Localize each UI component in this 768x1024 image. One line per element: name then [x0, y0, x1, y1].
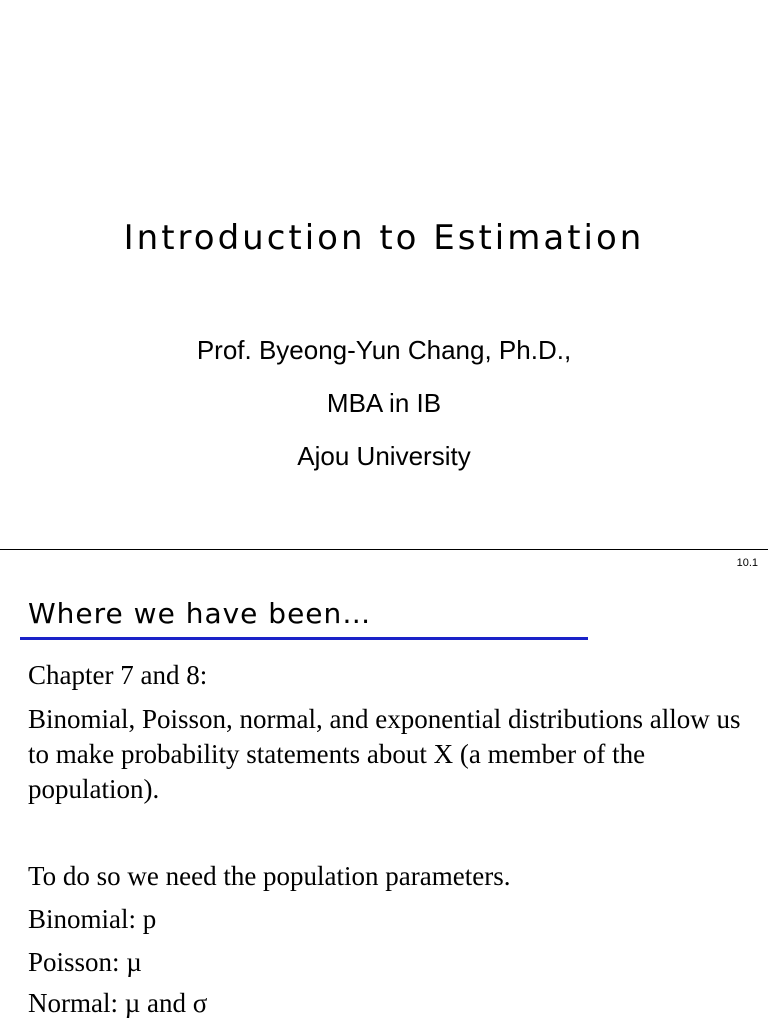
author-name: Prof. Byeong-Yun Chang, Ph.D., [196, 335, 572, 365]
slide-divider [0, 549, 768, 550]
body-line-poisson: Poisson: µ [28, 947, 142, 977]
body-line-chapter: Chapter 7 and 8: [28, 660, 208, 690]
slide-title: Introduction to Estimation [123, 218, 645, 258]
body-line-normal: Normal: µ and σ [28, 988, 208, 1018]
slide-heading: Where we have been… [28, 597, 372, 630]
body-paragraph-distributions: Binomial, Poisson, normal, and exponential distributions allow us to make probability statements about X (a member of the population). [28, 704, 741, 804]
author-degree: MBA in IB [326, 388, 442, 418]
slide-number: 10.1 [736, 557, 758, 569]
author-institution: Ajou University [297, 441, 471, 471]
heading-underline [20, 637, 588, 640]
body-line-binomial: Binomial: p [28, 904, 157, 934]
body-line-parameters: To do so we need the population parameters. [28, 861, 511, 891]
